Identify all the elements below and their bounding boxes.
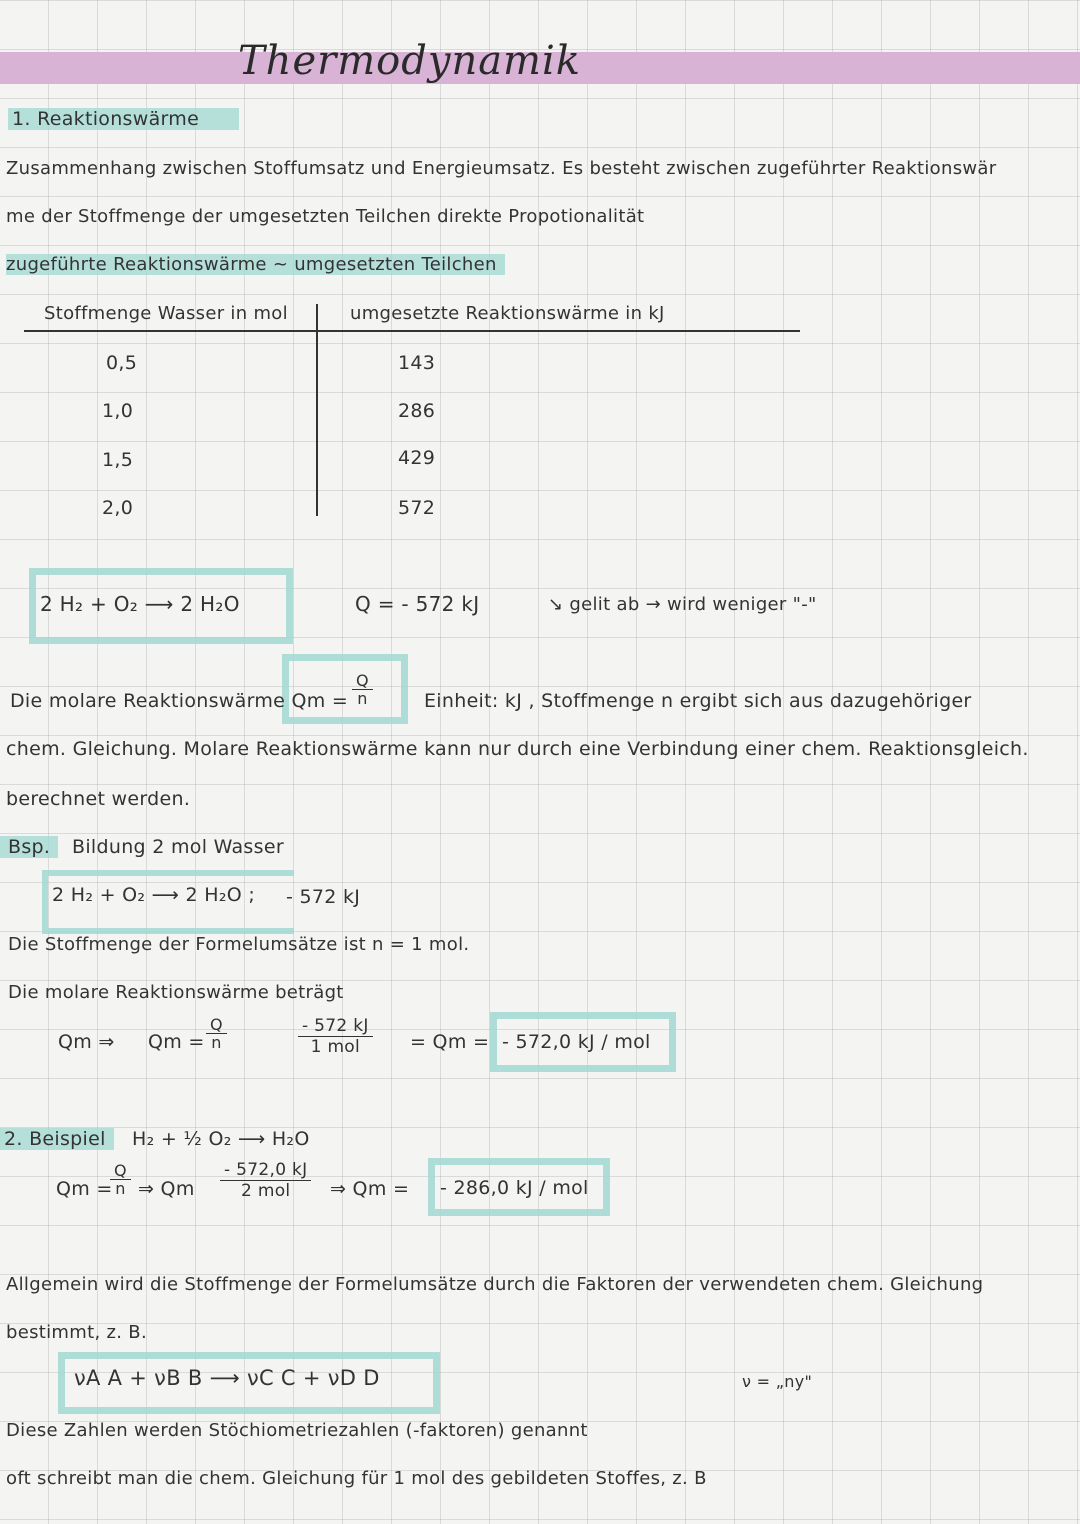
relation-line <box>6 254 505 275</box>
fraction-denominator: 2 mol <box>241 1181 291 1201</box>
molar-einheit: Einheit: kJ , Stoffmenge n ergibt sich aus dazugehöriger <box>424 690 972 712</box>
example-stoffmenge: Die Stoffmenge der Formelumsätze ist n = 1 mol. <box>8 934 470 955</box>
example2-label-text: 2. Beispiel <box>0 1128 114 1150</box>
table-cell: 572 <box>398 497 436 519</box>
reaction-q: Q = - 572 kJ <box>355 592 480 616</box>
example-eq-qm: = Qm = <box>410 1031 490 1053</box>
example-label <box>0 836 58 858</box>
intro-line-1: Zusammenhang zwischen Stoffumsatz und Energieumsatz. Es besteht zwischen zugeführter Reaktionswär <box>6 158 997 179</box>
example-molar-text: Die molare Reaktionswärme beträgt <box>8 982 344 1003</box>
example-text: Bildung 2 mol Wasser <box>72 836 284 858</box>
example-qm-arrow: Qm ⇒ <box>58 1031 115 1053</box>
section-heading <box>8 108 239 130</box>
example2-label <box>0 1128 114 1150</box>
page-title: Thermodynamik <box>238 38 582 84</box>
table-cell: 2,0 <box>102 497 134 519</box>
example2-qm: Qm = <box>56 1178 113 1200</box>
fraction-numerator: Q <box>110 1162 131 1180</box>
relation-text: zugeführte Reaktionswärme ~ umgesetzten Teilchen <box>6 254 505 275</box>
fraction-denominator: n <box>211 1033 222 1052</box>
example-fraction-2 <box>298 1016 373 1057</box>
fraction-numerator: - 572,0 kJ <box>220 1160 311 1181</box>
table-cell: 1,0 <box>102 400 134 422</box>
intro-line-2: me der Stoffmenge der umgesetzten Teilchen direkte Propotionalität <box>6 206 645 227</box>
molar-intro: Die molare Reaktionswärme Qm = <box>10 690 349 712</box>
example-qm-eq: Qm = <box>148 1031 205 1053</box>
fraction-numerator: Q <box>206 1016 227 1034</box>
example2-arrow: ⇒ Qm <box>138 1178 195 1200</box>
table-cell: 1,5 <box>102 449 134 471</box>
example2-result-prefix: ⇒ Qm = <box>330 1178 410 1200</box>
reaction-equation: 2 H₂ + O₂ ⟶ 2 H₂O <box>40 592 240 616</box>
table-cell: 429 <box>398 447 436 469</box>
general-line-2: bestimmt, z. B. <box>6 1322 147 1343</box>
table-column-rule <box>316 304 318 516</box>
molar-line-3: berechnet werden. <box>6 788 191 810</box>
general-line-3: Diese Zahlen werden Stöchiometriezahlen (-faktoren) genannt <box>6 1420 588 1441</box>
example2-result: - 286,0 kJ / mol <box>440 1177 589 1199</box>
fraction-denominator: n <box>357 689 368 708</box>
example-label-text: Bsp. <box>0 836 58 858</box>
example-energy: - 572 kJ <box>286 886 361 908</box>
fraction-numerator: Q <box>352 672 373 690</box>
fraction-numerator: - 572 kJ <box>298 1016 373 1037</box>
general-equation: νA A + νB B ⟶ νC C + νD D <box>74 1366 380 1390</box>
nu-note: ν = „ny" <box>742 1372 813 1391</box>
table-cell: 0,5 <box>106 352 138 374</box>
example-equation: 2 H₂ + O₂ ⟶ 2 H₂O ; <box>52 884 256 906</box>
section-heading-text: 1. Reaktionswärme <box>8 108 239 130</box>
table-header-rule <box>24 330 800 332</box>
fraction-denominator: 1 mol <box>310 1037 361 1057</box>
reaction-note: ↘ gelit ab → wird weniger "-" <box>548 594 817 615</box>
general-line-1: Allgemein wird die Stoffmenge der Formelumsätze durch die Faktoren der verwendeten chem. Gleichung <box>6 1274 984 1295</box>
example2-fraction-2 <box>220 1160 311 1201</box>
example-result: - 572,0 kJ / mol <box>502 1031 651 1053</box>
example2-equation: H₂ + ½ O₂ ⟶ H₂O <box>132 1128 310 1150</box>
table-cell: 286 <box>398 400 436 422</box>
table-header-stoffmenge: Stoffmenge Wasser in mol <box>44 303 288 324</box>
formula-box <box>282 654 408 724</box>
formula-fraction <box>352 672 373 707</box>
fraction-denominator: n <box>115 1179 126 1198</box>
molar-line-2: chem. Gleichung. Molare Reaktionswärme kann nur durch eine Verbindung einer chem. Reaktionsgleich. <box>6 738 1029 760</box>
general-line-4: oft schreibt man die chem. Gleichung für 1 mol des gebildeten Stoffes, z. B <box>6 1468 707 1489</box>
table-cell: 143 <box>398 352 436 374</box>
example-fraction-1 <box>206 1016 227 1051</box>
table-header-waerme: umgesetzte Reaktionswärme in kJ <box>350 303 665 324</box>
example2-fraction-1 <box>110 1162 131 1197</box>
